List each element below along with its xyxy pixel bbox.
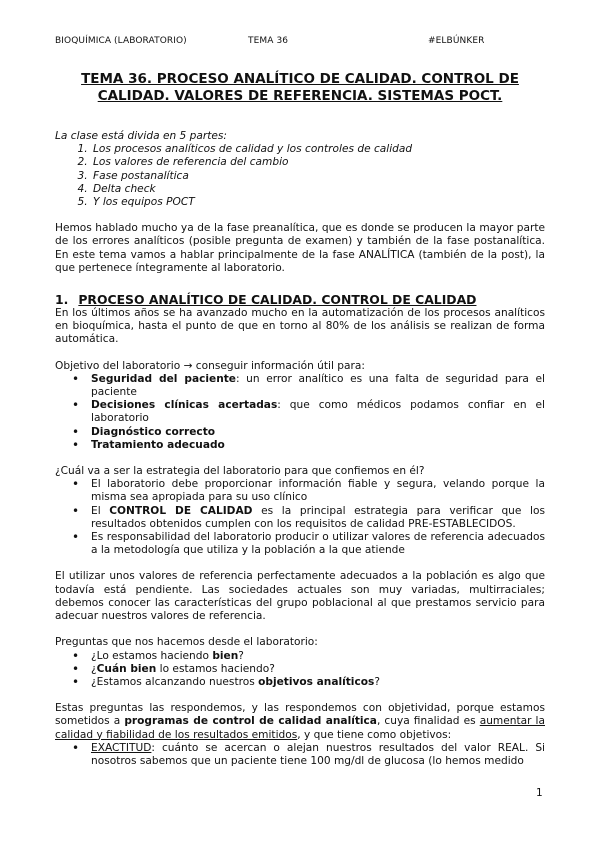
strategy-question: ¿Cuál va a ser la estrategia del laboratorio para que confiemos en él? bbox=[55, 465, 425, 478]
questions-list bbox=[55, 650, 545, 690]
objective-item: • Seguridad del paciente: un error analítico es una falta de seguridad para el paciente bbox=[91, 373, 545, 399]
document-title: TEMA 36. PROCESO ANALÍTICO DE CALIDAD. CONTROL DE CALIDAD. VALORES DE REFERENCIA. SISTEMAS POCT. bbox=[81, 71, 519, 104]
objective-item: • Tratamiento adecuado bbox=[91, 439, 545, 452]
intro-parts-list bbox=[55, 143, 545, 209]
intro-part: 1. Los procesos analíticos de calidad y los controles de calidad bbox=[91, 143, 545, 156]
header-subject: BIOQUÍMICA (LABORATORIO) bbox=[55, 36, 187, 46]
strategy-list bbox=[55, 478, 545, 557]
section-1-heading bbox=[55, 292, 545, 307]
objective-item: • Decisiones clínicas acertadas: que como médicos podamos confiar en el laboratorio bbox=[91, 399, 545, 425]
reference-values-paragraph: El utilizar unos valores de referencia perfectamente adecuados a la población es algo que todavía está pendiente. Las sociedades actuales son muy variadas, multirraciales; debemos conocer las características del grupo poblacional al que prestamos servicio para adecuar nuestros valores de referencia. bbox=[55, 570, 545, 623]
section-title: PROCESO ANALÍTICO DE CALIDAD. CONTROL DE CALIDAD bbox=[78, 292, 477, 308]
question-item: • ¿Estamos alcanzando nuestros objetivos analíticos? bbox=[91, 676, 545, 689]
intro-part: 5. Y los equipos POCT bbox=[91, 196, 545, 209]
quality-programs-paragraph: Estas preguntas las respondemos, y las respondemos con objetividad, porque estamos sometidos a programas de control de calidad analítica, cuya finalidad es aumentar la calidad y fiabilidad de los resultados emitidos, y que tiene como objetivos: bbox=[55, 702, 545, 741]
quality-objectives-list bbox=[55, 742, 545, 768]
intro-paragraph: Hemos hablado mucho ya de la fase preanalítica, que es donde se producen la mayor parte de los errores analíticos (posible pregunta de examen) y también de la fase postanalítica. En este tema vamos a hablar principalmente de la fase ANALÍTICA (también de la post), la que pertenece íntegramente al laboratorio. bbox=[55, 222, 545, 274]
strategy-item: • Es responsabilidad del laboratorio producir o utilizar valores de referencia adecuados a la metodología que utiliza y la población a la que atiende bbox=[91, 531, 545, 557]
objective-lead: Objetivo del laboratorio → conseguir información útil para: bbox=[55, 359, 365, 372]
automation-paragraph: En los últimos años se ha avanzado mucho en la automatización de los procesos analíticos en bioquímica, hasta el punto de que en torno al 80% de los análisis se realizan de forma automática. bbox=[55, 307, 545, 346]
page-number: 1 bbox=[536, 787, 543, 799]
strategy-item: • El CONTROL DE CALIDAD es la principal estrategia para verificar que los resultados obtenidos cumplen con los requisitos de calidad PRE-ESTABLECIDOS. bbox=[91, 505, 545, 531]
document-body bbox=[55, 130, 545, 768]
strategy-item: • El laboratorio debe proporcionar información fiable y segura, velando porque la misma sea apropiada para su uso clínico bbox=[91, 478, 545, 504]
objective-item: • Diagnóstico correcto bbox=[91, 426, 545, 439]
intro-part: 3. Fase postanalítica bbox=[91, 170, 545, 183]
intro-lead: La clase está divida en 5 partes: bbox=[55, 130, 227, 142]
questions-lead: Preguntas que nos hacemos desde el laboratorio: bbox=[55, 636, 318, 649]
intro-part: 4. Delta check bbox=[91, 183, 545, 196]
objectives-list bbox=[55, 373, 545, 452]
accuracy-item: • EXACTITUD: cuánto se acercan o alejan nuestros resultados del valor REAL. Si nosotros sabemos que un paciente tiene 100 mg/dl de glucosa (lo hemos medido bbox=[91, 742, 545, 768]
header-topic: TEMA 36 bbox=[248, 36, 289, 46]
header-tag: #ELBÚNKER bbox=[428, 36, 485, 46]
section-number: 1. bbox=[55, 292, 69, 308]
intro-part: 2. Los valores de referencia del cambio bbox=[91, 156, 545, 169]
question-item: • ¿Lo estamos haciendo bien? bbox=[91, 650, 545, 663]
question-item: • ¿Cuán bien lo estamos haciendo? bbox=[91, 663, 545, 676]
